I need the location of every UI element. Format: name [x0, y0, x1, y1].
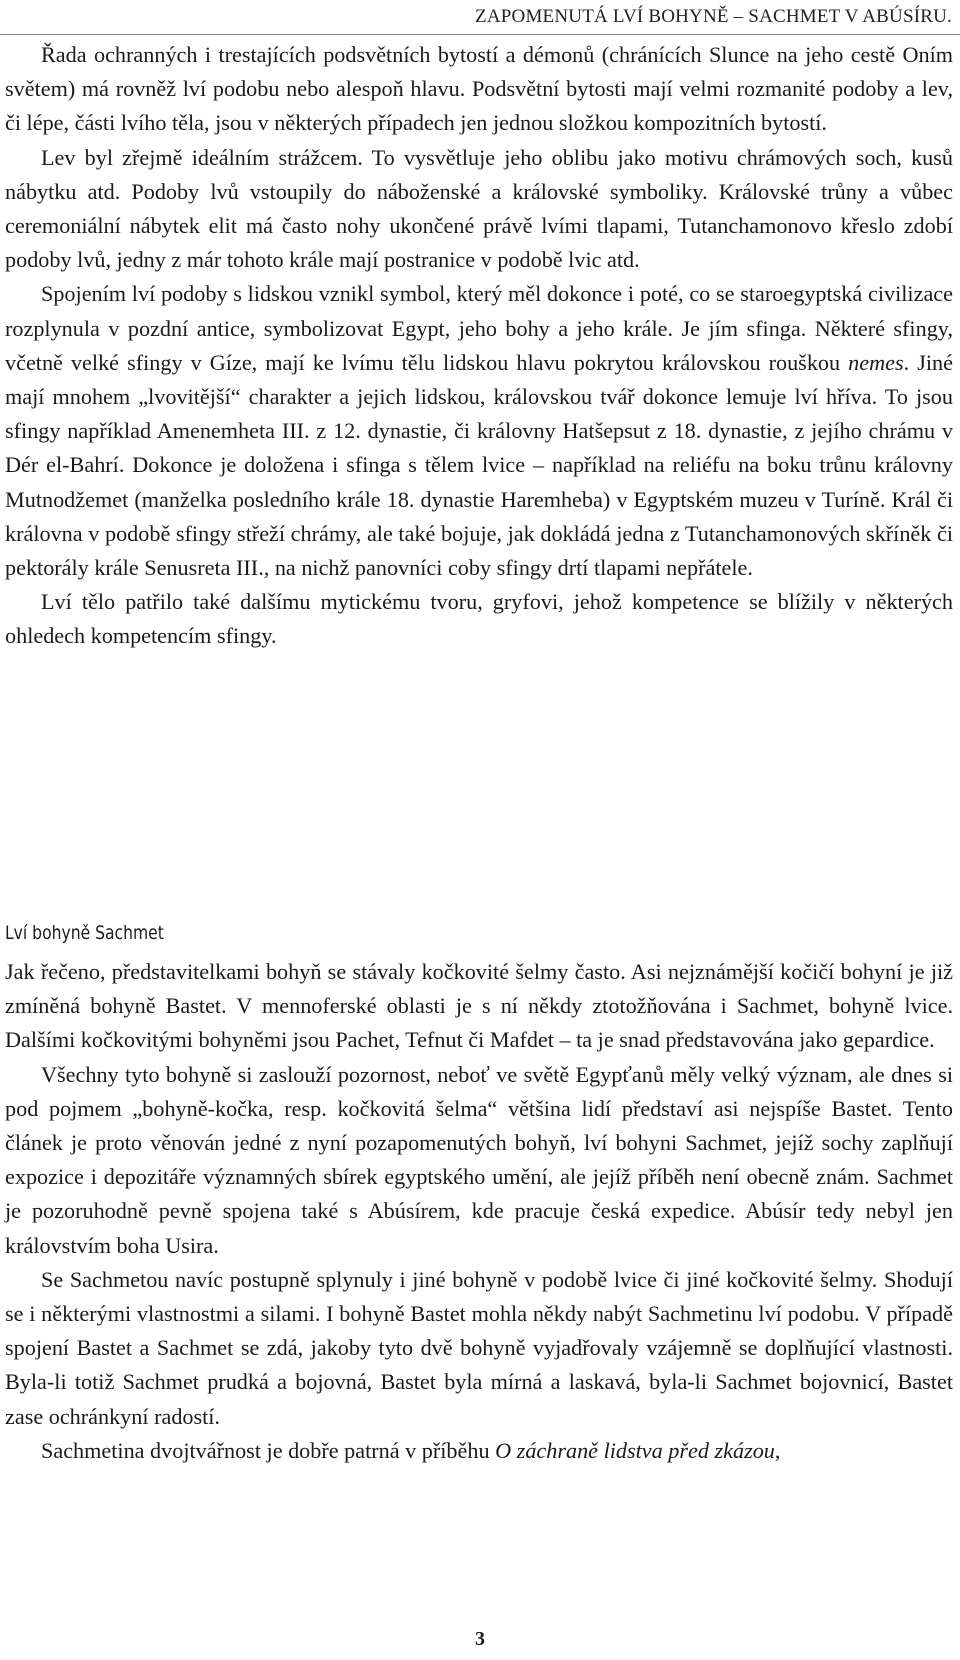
- text-run: Lví tělo patřilo také dalšímu mytickému tvoru, gryfovi, jehož kompetence se blížily v některých ohledech kompetencím sfingy.: [5, 589, 953, 649]
- paragraph: [5, 38, 953, 141]
- italic-term: nemes: [848, 349, 904, 375]
- text-run: Spojením lví podoby s lidskou vznikl symbol, který měl dokonce i poté, co se staroegyptská civilizace rozplynula v pozdní antice, symbolizovat Egypt, jeho bohy a jeho krále. Je jím sfinga. Některé sfingy, včetně velké sfingy v Gíze, mají ke lvímu tělu lidskou hlavu pokrytou královskou rouškou: [5, 281, 953, 375]
- text-run: Sachmetina dvojtvářnost je dobře patrná v příběhu: [41, 1437, 496, 1463]
- body-text-section-2: [5, 955, 953, 1468]
- paragraph: [5, 585, 953, 653]
- italic-title: O záchraně lidstva před zkázou: [495, 1437, 775, 1463]
- paragraph: [5, 277, 953, 585]
- running-header: ZAPOMENUTÁ LVÍ BOHYNĚ – SACHMET V ABÚSÍRU.: [475, 6, 952, 27]
- page-number: 3: [475, 1628, 485, 1650]
- section-heading: Lví bohyně Sachmet: [5, 922, 164, 944]
- text-run: . Jiné mají mnohem „lvovitější“ charakter a jejich lidskou, královskou tvář dokonce lemuje lví hříva. To jsou sfingy například Amenemheta III. z 12. dynastie, či královny Hatšepsut z 18. dynastie, z jejího chrámu v Dér el-Bahrí. Dokonce je doložena i sfinga s tělem lvice – například na reliéfu na boku trůnu královny Mutnodžemet (manželka posledního krále 18. dynastie Haremheba) v Egyptském muzeu v Turíně. Král či královna v podobě sfingy střeží chrámy, ale také bojuje, jak dokládá jedna z Tutanchamonových skříněk či pektorály krále Senusreta III., na nichž panovníci coby sfingy drtí tlapami nepřátele.: [5, 349, 953, 581]
- paragraph: [5, 1263, 953, 1434]
- text-run: ,: [774, 1437, 781, 1463]
- text-run: Jak řečeno, představitelkami bohyň se stávaly kočkovité šelmy často. Asi nejznámější kočičí bohyní je již zmíněná bohyně Bastet. V mennoferské oblasti je s ní někdy ztotožňována i Sachmet, bohyně lvice. Dalšími kočkovitými bohyněmi jsou Pachet, Tefnut či Mafdet – ta je snad představována jako gepardice.: [5, 959, 953, 1053]
- text-run: Všechny tyto bohyně si zaslouží pozornost, neboť ve světě Egypťanů měly velký význam, ale dnes si pod pojmem „bohyně-kočka, resp. kočkovitá šelma“ většina lidí představí asi nejspíše Bastet. Tento článek je proto věnován jedné z nyní pozapomenutých bohyň, lví bohyni Sachmet, jejíž sochy zaplňují expozice i depozitáře významných sbírek egyptského umění, ale jejíž příběh není obecně znám. Sachmet je pozoruhodně pevně spojena také s Abúsírem, kde pracuje česká expedice. Abúsír tedy nebyl jen královstvím boha Usira.: [5, 1061, 953, 1258]
- paragraph: [5, 1434, 953, 1468]
- paragraph: [5, 1058, 953, 1263]
- paragraph: [5, 141, 953, 278]
- header-rule: [0, 34, 960, 35]
- text-run: Řada ochranných i trestajících podsvětních bytostí a démonů (chránících Slunce na jeho cestě Oním světem) má rovněž lví podobu nebo alespoň hlavu. Podsvětní bytosti mají velmi rozmanité podoby a lev, či lépe, části lvího těla, jsou v některých případech jen jednou složkou kompozitních bytostí.: [5, 42, 953, 136]
- paragraph: [5, 955, 953, 1058]
- body-text-section-1: [5, 38, 953, 654]
- text-run: Lev byl zřejmě ideálním strážcem. To vysvětluje jeho oblibu jako motivu chrámových soch, kusů nábytku atd. Podoby lvů vstoupily do náboženské a královské symboliky. Královské trůny a vůbec ceremoniální nábytek elit má často nohy ukončené právě lvími tlapami, Tutanchamonovo křeslo zdobí podoby lvů, jedny z már tohoto krále mají postranice v podobě lvic atd.: [5, 144, 953, 273]
- text-run: Se Sachmetou navíc postupně splynuly i jiné bohyně v podobě lvice či jiné kočkovité šelmy. Shodují se i některými vlastnostmi a silami. I bohyně Bastet mohla někdy nabýt Sachmetinu lví podobu. V případě spojení Bastet a Sachmet se zdá, jakoby tyto dvě bohyně vyjadřovaly vzájemně se doplňující vlastnosti. Byla-li totiž Sachmet prudká a bojovná, Bastet byla mírná a laskavá, byla-li Sachmet bojovnicí, Bastet zase ochránkyní radostí.: [5, 1266, 953, 1429]
